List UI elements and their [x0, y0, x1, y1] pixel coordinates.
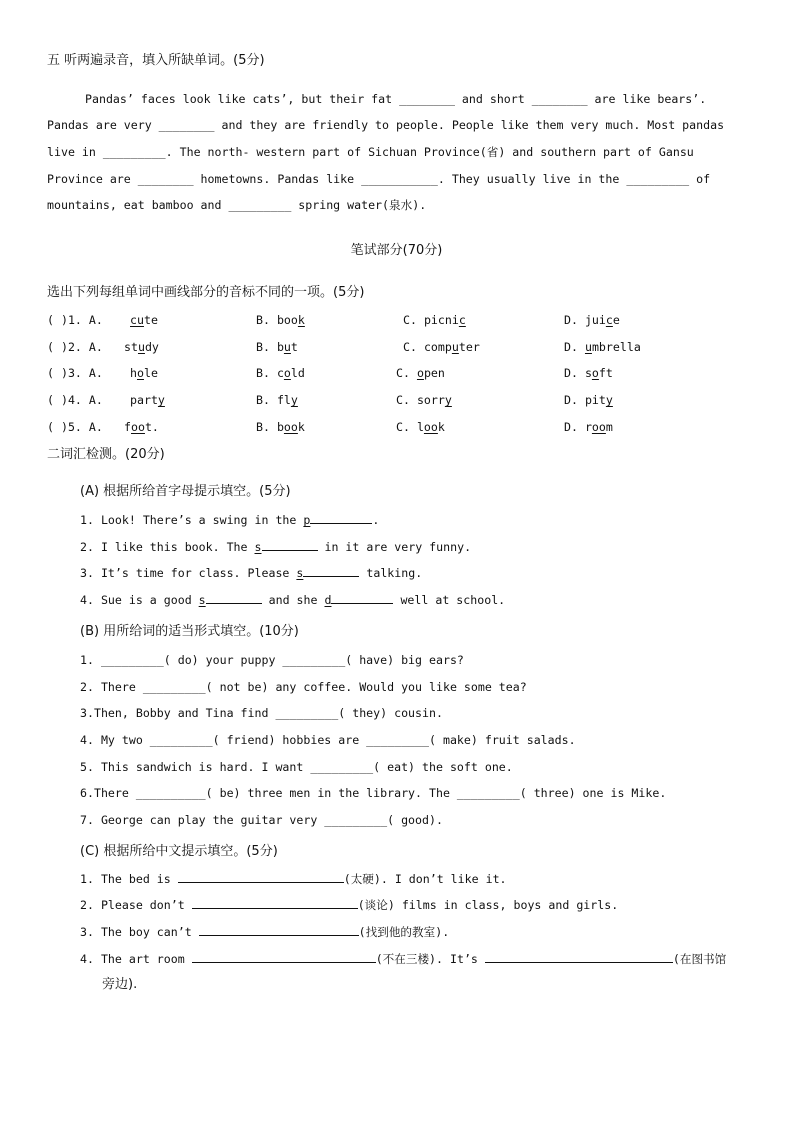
option-b: B. cold [256, 366, 305, 380]
answer-blank[interactable] [331, 591, 393, 604]
question-number: ( )2. A. [47, 340, 103, 354]
part-a-item: 3. It’s time for class. Please s talking. [80, 566, 423, 580]
question-number: ( )1. A. [47, 313, 103, 327]
answer-blank[interactable] [485, 950, 673, 963]
option-d: D. pity [564, 393, 613, 407]
paragraph-line: Province are ________ hometowns. Pandas like ___________. They usually live in the _________ of [47, 172, 711, 186]
phonetics-title: 选出下列每组单词中画线部分的音标不同的一项。(5分) [47, 285, 365, 300]
part-b-item: 3.Then, Bobby and Tina find _________( they) cousin. [80, 706, 443, 720]
part-b-item: 2. There _________( not be) any coffee. Would you like some tea? [80, 680, 527, 694]
question-number: ( )5. A. [47, 420, 103, 434]
part-c-item: 2. Please don’t (谈论) films in class, boys and girls. [80, 898, 619, 912]
option-a: study [124, 340, 159, 354]
part-b-item: 4. My two _________( friend) hobbies are _________( make) fruit salads. [80, 733, 576, 747]
option-a: foot. [124, 420, 159, 434]
answer-blank[interactable] [262, 538, 318, 551]
option-d: D. room [564, 420, 613, 434]
option-d: D. soft [564, 366, 613, 380]
answer-blank[interactable] [192, 950, 376, 963]
part-b-item: 6.There __________( be) three men in the library. The _________( three) one is Mike. [80, 786, 667, 800]
option-a: hole [130, 366, 158, 380]
section5-title: 五 听两遍录音，填入所缺单词。(5分) [47, 53, 265, 68]
paragraph-line: Pandas’ faces look like cats’, but their fat ________ and short ________ are like bears’. [85, 92, 707, 106]
part-b-item: 7. George can play the guitar very _________( good). [80, 813, 443, 827]
written-part-title: 笔试部分(70分) [350, 243, 443, 258]
vocab-title: 二词汇检测。(20分) [47, 447, 165, 462]
option-c: C. computer [403, 340, 480, 354]
option-b: B. fly [256, 393, 298, 407]
paragraph-line: mountains, eat bamboo and _________ spring water(泉水). [47, 198, 427, 212]
question-number: ( )3. A. [47, 366, 103, 380]
part-b-item: 5. This sandwich is hard. I want _________( eat) the soft one. [80, 760, 513, 774]
part-c-item: 1. The bed is (太硬). I don’t like it. [80, 872, 507, 886]
answer-blank[interactable] [310, 511, 372, 524]
part-c-item: 3. The boy can’t (找到他的教室). [80, 925, 450, 939]
paragraph-line: Pandas are very ________ and they are friendly to people. People like them very much. Most pandas [47, 118, 725, 132]
part-a-item: 1. Look! There’s a swing in the p . [80, 513, 380, 527]
section5-paragraph [47, 90, 740, 218]
question-number: ( )4. A. [47, 393, 103, 407]
option-d: D. juice [564, 313, 620, 327]
part-a-title: (A) 根据所给首字母提示填空。(5分) [80, 484, 291, 499]
option-c: C. look [396, 420, 445, 434]
option-c: C. picnic [403, 313, 466, 327]
answer-blank[interactable] [192, 896, 358, 909]
answer-blank[interactable] [199, 923, 359, 936]
option-b: B. book [256, 420, 305, 434]
option-b: B. but [256, 340, 298, 354]
paragraph-line: live in _________. The north- western part of Sichuan Province(省) and southern part of Gansu [47, 145, 694, 159]
part-a-item: 4. Sue is a good s and she d well at school. [80, 593, 506, 607]
part-c-continuation: 旁边). [102, 977, 138, 992]
answer-blank[interactable] [178, 870, 344, 883]
option-c: C. sorry [396, 393, 452, 407]
option-b: B. book [256, 313, 305, 327]
part-b-title: (B) 用所给词的适当形式填空。(10分) [80, 624, 299, 639]
answer-blank[interactable] [206, 591, 262, 604]
part-b-item: 1. _________( do) your puppy _________( have) big ears? [80, 653, 464, 667]
option-d: D. umbrella [564, 340, 641, 354]
part-a-item: 2. I like this book. The s in it are very funny. [80, 540, 472, 554]
option-c: C. open [396, 366, 445, 380]
part-c-title: (C) 根据所给中文提示填空。(5分) [80, 844, 278, 859]
option-a: party [130, 393, 165, 407]
option-a: cute [130, 313, 158, 327]
answer-blank[interactable] [303, 564, 359, 577]
part-c-item: 4. The art room (不在三楼). It’s (在图书馆 [80, 952, 727, 966]
